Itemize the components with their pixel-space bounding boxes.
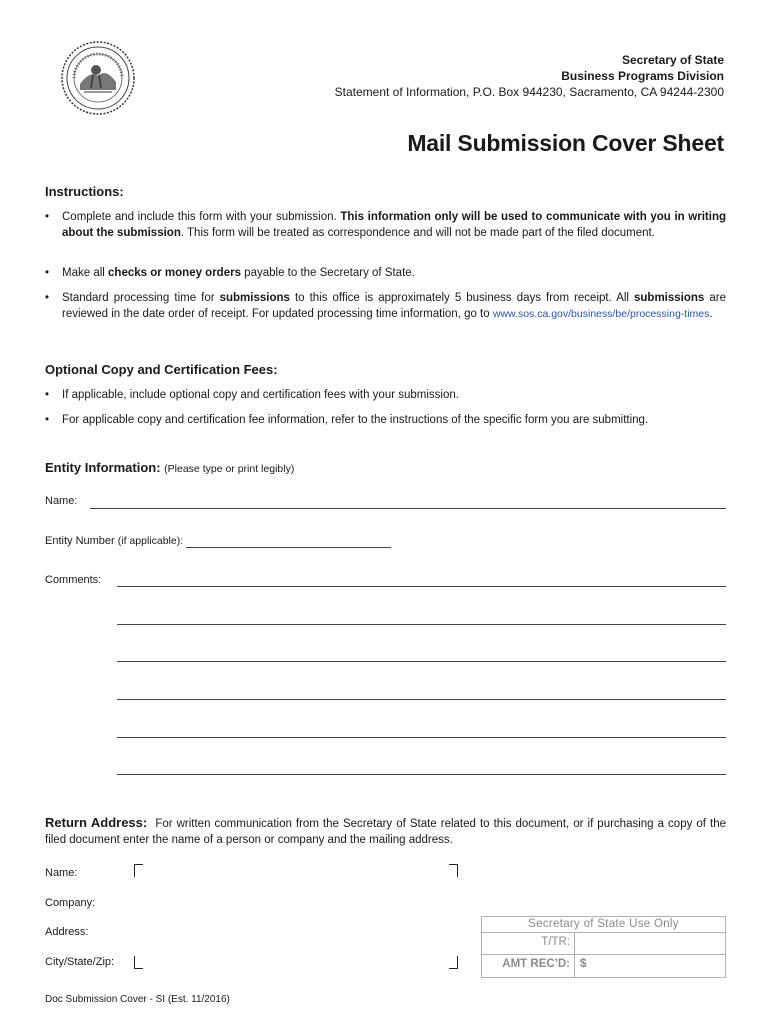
entity-name-label: Name: bbox=[45, 495, 78, 507]
comments-line-4[interactable] bbox=[117, 699, 726, 700]
amt-received-label: AMT REC’D: bbox=[502, 958, 570, 970]
comments-line-2[interactable] bbox=[117, 624, 726, 625]
header-org: Secretary of State bbox=[621, 53, 724, 67]
comments-line-3[interactable] bbox=[117, 661, 726, 662]
fees-heading: Optional Copy and Certification Fees: bbox=[45, 362, 278, 377]
california-seal-icon bbox=[60, 40, 136, 116]
corner-bracket-icon bbox=[449, 864, 458, 877]
entity-number-field[interactable] bbox=[186, 547, 391, 548]
fees-item-2: • For applicable copy and certification fee information, refer to the instructions of the specific form you are submitting. bbox=[45, 414, 649, 426]
return-name-label: Name: bbox=[45, 867, 78, 879]
entity-heading: Entity Information: (Please type or print legibly) bbox=[45, 460, 295, 475]
comments-line-5[interactable] bbox=[117, 737, 726, 738]
return-company-label: Company: bbox=[45, 897, 96, 909]
entity-name-field[interactable] bbox=[90, 508, 726, 509]
sos-use-only-box bbox=[481, 916, 726, 978]
return-address-field[interactable] bbox=[140, 866, 450, 970]
page-title: Mail Submission Cover Sheet bbox=[407, 130, 724, 156]
instruction-item-3: • Standard processing time for submissions to this office is approximately 5 business days from receipt. All submissions are reviewed in the date order of receipt. For updated processing time information, go to www.sos.ca.gov/business/be/processing-times. bbox=[45, 292, 726, 320]
corner-bracket-icon bbox=[449, 956, 458, 969]
return-address-intro: Return Address: For written communication from the Secretary of State related to this document, or if purchasing a copy of the filed document enter the name of a person or company and the mailing address. bbox=[45, 815, 726, 846]
entity-number-label: Entity Number (if applicable): bbox=[45, 535, 184, 547]
return-city-label: City/State/Zip: bbox=[45, 956, 115, 968]
instruction-item-1: • Complete and include this form with your submission. This information only will be used to communicate with you in writing about the submission. This form will be treated as correspondence and will not be made part of the filed document. bbox=[45, 211, 726, 239]
form-footer: Doc Submission Cover - SI (Est. 11/2016) bbox=[45, 994, 230, 1005]
amt-received-value: $ bbox=[580, 958, 587, 970]
instruction-item-2: • Make all checks or money orders payable to the Secretary of State. bbox=[45, 267, 415, 279]
processing-times-link[interactable]: www.sos.ca.gov/business/be/processing-times bbox=[492, 307, 710, 320]
ttr-label: T/TR: bbox=[541, 936, 570, 948]
comments-label: Comments: bbox=[45, 574, 102, 586]
comments-line-1[interactable] bbox=[117, 586, 726, 587]
comments-line-6[interactable] bbox=[117, 774, 726, 775]
instructions-heading: Instructions: bbox=[45, 184, 124, 199]
fees-item-1: • If applicable, include optional copy and certification fees with your submission. bbox=[45, 389, 459, 401]
header-address: Statement of Information, P.O. Box 944230, Sacramento, CA 94244-2300 bbox=[334, 85, 724, 99]
sos-use-only-title: Secretary of State Use Only bbox=[528, 918, 679, 930]
header-division: Business Programs Division bbox=[561, 69, 724, 83]
return-address-label: Address: bbox=[45, 926, 89, 938]
